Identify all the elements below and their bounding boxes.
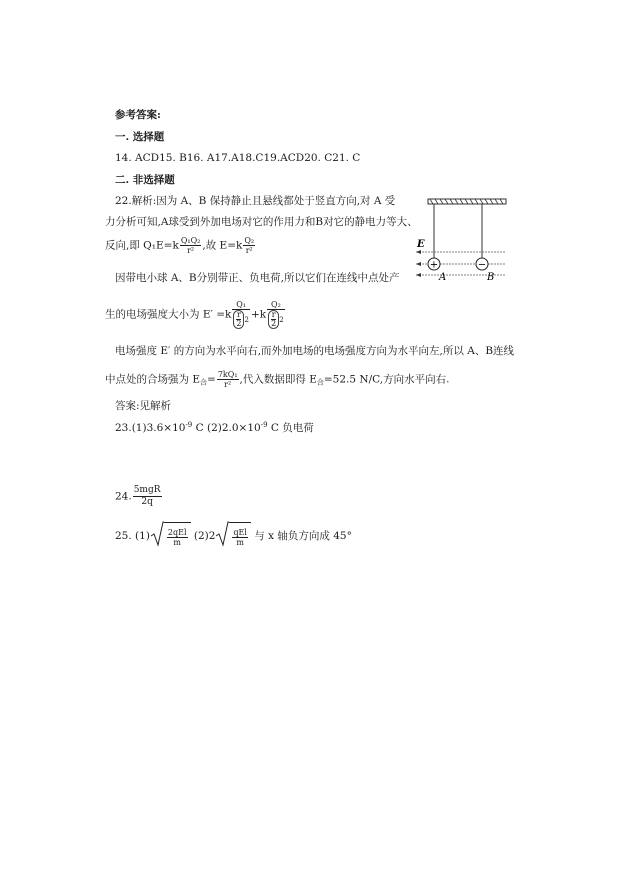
q24-label: 24.	[115, 490, 132, 503]
label-e: E	[417, 239, 425, 250]
sqrt-1-den: m	[173, 537, 182, 547]
half-r-num-2: r	[271, 310, 276, 319]
half-r-den: 2	[236, 319, 242, 328]
ea-fraction-num: Q₁	[232, 300, 250, 310]
q23-text-c: C 负电荷	[267, 422, 314, 434]
sqrt-1-frac	[167, 528, 188, 547]
q24-fraction	[133, 485, 162, 508]
combined-fraction-num: 7kQ₁	[217, 370, 238, 379]
q24-answer	[115, 485, 163, 508]
choice-answers: 14. ACD15. B16. A17.A18.C19.ACD20. C21. C	[115, 152, 361, 164]
q25-answer	[115, 522, 352, 550]
half-r-paren-2	[268, 310, 279, 329]
q25-tail: 与 x 轴负方向成 45°	[250, 530, 352, 542]
sqrt-2-num: qEl	[233, 527, 247, 537]
sphere-b-sign: −	[477, 259, 487, 271]
sqrt-1	[150, 522, 191, 550]
q22-line6: 电场强度 E′ 的方向为水平向右,而外加电场的电场强度方向为水平向左,所以 A、B连线	[115, 345, 515, 357]
q22-line2: 力分析可知,A球受到外加电场对它的作用力和B对它的静电力等大、	[105, 216, 418, 228]
sqrt-1-num: 2qEl	[167, 527, 187, 537]
half-r-den-2: 2	[271, 319, 277, 328]
eb-fraction	[267, 300, 285, 329]
field-fraction-num: Q₂	[244, 236, 255, 245]
ea-fraction	[232, 300, 250, 329]
sqrt-2	[215, 522, 251, 550]
ceiling-hatch	[428, 199, 506, 204]
plus-k: +k	[250, 308, 267, 321]
field-fraction-den: r²	[245, 246, 253, 255]
q22-line7-text-c: =52.5 N/C,方向水平向右.	[323, 373, 450, 386]
combined-sub: 合	[200, 378, 208, 387]
q22-line7-text-b: ,代入数据即得 E	[239, 373, 317, 386]
q22-line7	[105, 370, 449, 390]
eb-fraction-num: Q₂	[267, 300, 285, 310]
label-b: B	[487, 272, 495, 282]
half-r-exp: 2	[244, 316, 249, 324]
q22-line7-text-a: 中点处的合场强为 E	[105, 373, 201, 386]
half-r-num: r	[237, 310, 241, 319]
q22-line3-text-a: 反向,即 Q₁E=k	[105, 239, 179, 252]
ea-fraction-den	[232, 310, 250, 329]
half-r-exp-2: 2	[279, 316, 284, 324]
equals-sign: =	[207, 373, 216, 386]
sqrt-2-den: m	[236, 537, 244, 547]
sphere-a-sign: +	[429, 259, 439, 271]
q23-text-b: C (2)2.0×10	[192, 422, 261, 434]
q22-line5	[105, 300, 286, 329]
field-arrow-1-icon	[416, 250, 421, 254]
q24-num: 5mgR	[133, 485, 161, 495]
q25-label: 25. (1)	[115, 530, 150, 542]
section-nonchoice-title: 二. 非选择题	[115, 174, 175, 186]
radical-sign-icon	[215, 521, 229, 547]
section-choice-title: 一. 选择题	[115, 131, 165, 143]
field-arrow-3-icon	[416, 273, 421, 277]
q24-den: 2q	[141, 497, 153, 507]
force-fraction-num: Q₁Q₂	[180, 236, 201, 245]
q22-line4: 因带电小球 A、B分别带正、负电荷,所以它们在连线中点处产	[115, 272, 400, 284]
q22-line1: 22.解析:因为 A、B 保持静止且悬线都处于竖直方向,对 A 受	[115, 195, 396, 207]
combined-fraction	[217, 370, 239, 389]
q25-mid: (2)2	[190, 530, 216, 542]
combined-sub-2: 合	[316, 378, 324, 387]
field-arrow-2-icon	[416, 262, 421, 266]
force-fraction	[180, 236, 202, 255]
q22-line5-text: 生的电场强度大小为 E′ =k	[105, 308, 232, 321]
combined-fraction-den: r²	[224, 380, 232, 389]
charged-spheres-diagram	[414, 196, 514, 282]
radical-sign-icon	[150, 521, 164, 547]
half-r-paren	[233, 310, 244, 329]
q23-answer	[115, 418, 314, 435]
q22-answer: 答案:见解析	[115, 400, 172, 412]
q23-exp1: -9	[185, 421, 193, 429]
q23-text-a: 23.(1)3.6×10	[115, 422, 186, 434]
q22-line3-text-b: ,故 E=k	[202, 239, 243, 252]
q22-line3	[105, 236, 256, 255]
label-a: A	[439, 272, 447, 282]
field-fraction	[243, 236, 255, 255]
q23-exp2: -9	[260, 421, 268, 429]
answer-header: 参考答案:	[115, 109, 161, 121]
force-fraction-den: r²	[187, 246, 195, 255]
eb-fraction-den	[267, 310, 285, 329]
sqrt-2-frac	[232, 528, 248, 547]
